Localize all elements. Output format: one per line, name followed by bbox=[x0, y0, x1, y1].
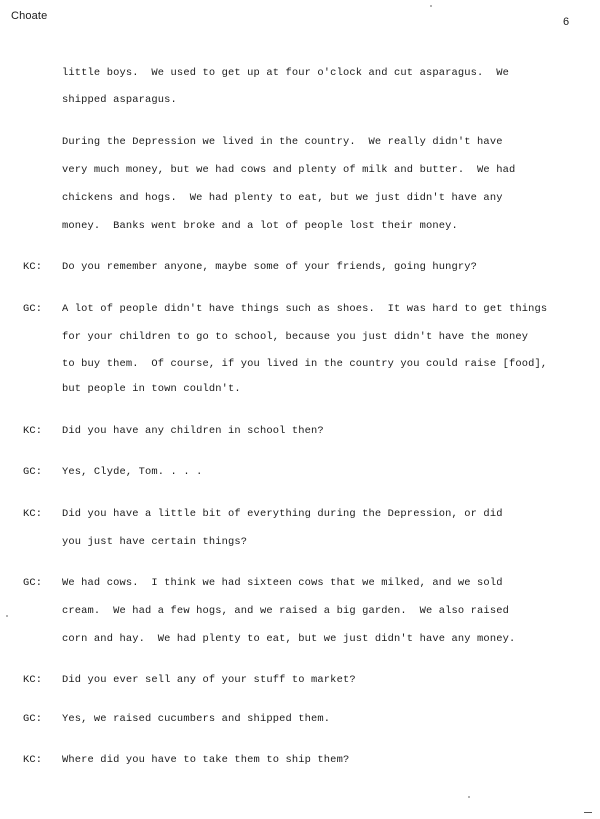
scan-edge-mark bbox=[584, 812, 592, 813]
transcript-line: you just have certain things? bbox=[62, 536, 248, 548]
transcript-line: cream. We had a few hogs, and we raised a big garden. We also raised bbox=[62, 605, 509, 617]
speaker-label: KC: bbox=[23, 754, 43, 766]
speaker-label: GC: bbox=[23, 466, 43, 478]
transcript-line: to buy them. Of course, if you lived in the country you could raise [food], bbox=[62, 358, 548, 370]
speaker-label: KC: bbox=[23, 674, 43, 686]
transcript-line: very much money, but we had cows and plenty of milk and butter. We had bbox=[62, 164, 516, 176]
transcript-line: Do you remember anyone, maybe some of your friends, going hungry? bbox=[62, 261, 478, 273]
speaker-label: GC: bbox=[23, 303, 43, 315]
transcript-line: shipped asparagus. bbox=[62, 94, 177, 106]
transcript-line: Did you have any children in school then? bbox=[62, 425, 324, 437]
transcript-line: Yes, Clyde, Tom. . . . bbox=[62, 466, 203, 478]
scan-speck bbox=[430, 5, 432, 7]
scan-speck bbox=[468, 796, 470, 798]
speaker-label: KC: bbox=[23, 261, 43, 273]
transcript-line: Did you have a little bit of everything during the Depression, or did bbox=[62, 508, 503, 520]
transcript-line: corn and hay. We had plenty to eat, but we just didn't have any money. bbox=[62, 633, 516, 645]
transcript-line: little boys. We used to get up at four o'clock and cut asparagus. We bbox=[62, 67, 509, 79]
transcript-line: Did you ever sell any of your stuff to market? bbox=[62, 674, 356, 686]
transcript-line: but people in town couldn't. bbox=[62, 383, 241, 395]
transcript-line: During the Depression we lived in the country. We really didn't have bbox=[62, 136, 503, 148]
transcript-line: A lot of people didn't have things such as shoes. It was hard to get things bbox=[62, 303, 548, 315]
page-number: 6 bbox=[563, 16, 570, 28]
speaker-label: KC: bbox=[23, 508, 43, 520]
transcript-line: chickens and hogs. We had plenty to eat, but we just didn't have any bbox=[62, 192, 503, 204]
speaker-label: GC: bbox=[23, 577, 43, 589]
header-name: Choate bbox=[11, 10, 48, 22]
transcript-line: money. Banks went broke and a lot of people lost their money. bbox=[62, 220, 458, 232]
transcript-line: Where did you have to take them to ship them? bbox=[62, 754, 350, 766]
scan-speck bbox=[6, 615, 8, 617]
transcript-line: for your children to go to school, because you just didn't have the money bbox=[62, 331, 529, 343]
speaker-label: KC: bbox=[23, 425, 43, 437]
transcript-line: Yes, we raised cucumbers and shipped them. bbox=[62, 713, 331, 725]
speaker-label: GC: bbox=[23, 713, 43, 725]
transcript-line: We had cows. I think we had sixteen cows that we milked, and we sold bbox=[62, 577, 503, 589]
